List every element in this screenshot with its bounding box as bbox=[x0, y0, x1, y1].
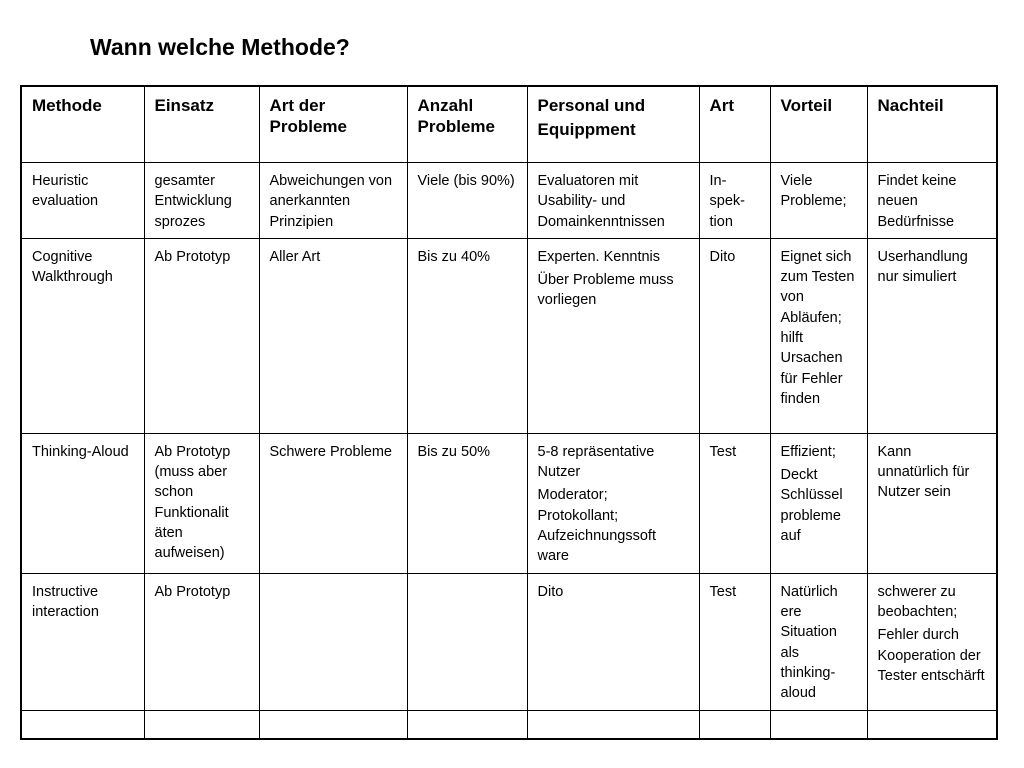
table-cell bbox=[259, 710, 407, 739]
table-cell: Viele Probleme; bbox=[770, 163, 867, 239]
table-row-instructive-interaction bbox=[21, 573, 997, 710]
table-row-heuristic-evaluation bbox=[21, 163, 997, 239]
table-cell bbox=[144, 710, 259, 739]
header-nachteil: Nachteil bbox=[867, 86, 997, 163]
table-cell: Ab Prototyp bbox=[144, 573, 259, 710]
table-cell: Dito bbox=[527, 573, 699, 710]
table-cell: In-spek-tion bbox=[699, 163, 770, 239]
table-cell bbox=[407, 710, 527, 739]
table-cell bbox=[867, 710, 997, 739]
table-cell bbox=[407, 573, 527, 710]
table-cell: Heuristic evaluation bbox=[21, 163, 144, 239]
table-row-cognitive-walkthrough bbox=[21, 238, 997, 433]
table-cell: Schwere Probleme bbox=[259, 433, 407, 573]
table-row-empty bbox=[21, 710, 997, 739]
table-cell: Ab Prototyp (muss aber schon Funktionalit äten aufweisen) bbox=[144, 433, 259, 573]
table-cell: schwerer zu beobachten; Fehler durch Kooperation der Tester entschärft bbox=[867, 573, 997, 710]
table-cell: Viele (bis 90%) bbox=[407, 163, 527, 239]
header-anzahl-probleme: Anzahl Probleme bbox=[407, 86, 527, 163]
table-cell: Test bbox=[699, 573, 770, 710]
table-cell bbox=[259, 573, 407, 710]
table-cell bbox=[527, 710, 699, 739]
table-cell bbox=[21, 710, 144, 739]
table-cell: Effizient; Deckt Schlüssel probleme auf bbox=[770, 433, 867, 573]
table-cell bbox=[770, 710, 867, 739]
table-cell: Natürlich ere Situation als thinking-aloud bbox=[770, 573, 867, 710]
table-cell: Evaluatoren mit Usability- und Domainkenntnissen bbox=[527, 163, 699, 239]
table-row-thinking-aloud bbox=[21, 433, 997, 573]
table-cell bbox=[699, 710, 770, 739]
table-cell: Ab Prototyp bbox=[144, 238, 259, 433]
table-cell: Instructive interaction bbox=[21, 573, 144, 710]
table-cell: Experten. Kenntnis Über Probleme muss vorliegen bbox=[527, 238, 699, 433]
table-cell: 5-8 repräsentative Nutzer Moderator; Protokollant; Aufzeichnungssoft ware bbox=[527, 433, 699, 573]
slide-title: Wann welche Methode? bbox=[90, 34, 350, 60]
table-cell: Userhandlung nur simuliert bbox=[867, 238, 997, 433]
header-methode: Methode bbox=[21, 86, 144, 163]
header-vorteil: Vorteil bbox=[770, 86, 867, 163]
table-cell: Kann unnatürlich für Nutzer sein bbox=[867, 433, 997, 573]
table-cell: Eignet sich zum Testen von Abläufen; hilft Ursachen für Fehler finden bbox=[770, 238, 867, 433]
header-row bbox=[21, 86, 997, 163]
table-cell: Cognitive Walkthrough bbox=[21, 238, 144, 433]
header-einsatz: Einsatz bbox=[144, 86, 259, 163]
table-cell: Aller Art bbox=[259, 238, 407, 433]
header-art: Art bbox=[699, 86, 770, 163]
table-cell: gesamter Entwicklung sprozes bbox=[144, 163, 259, 239]
table-cell: Bis zu 40% bbox=[407, 238, 527, 433]
header-personal-equippment: Personal und Equippment bbox=[527, 86, 699, 163]
table-cell: Abweichungen von anerkannten Prinzipien bbox=[259, 163, 407, 239]
table-cell: Dito bbox=[699, 238, 770, 433]
header-art-der-probleme: Art der Probleme bbox=[259, 86, 407, 163]
table-cell: Findet keine neuen Bedürfnisse bbox=[867, 163, 997, 239]
methods-comparison-table bbox=[20, 85, 998, 740]
table-cell: Thinking-Aloud bbox=[21, 433, 144, 573]
table-cell: Bis zu 50% bbox=[407, 433, 527, 573]
table-cell: Test bbox=[699, 433, 770, 573]
